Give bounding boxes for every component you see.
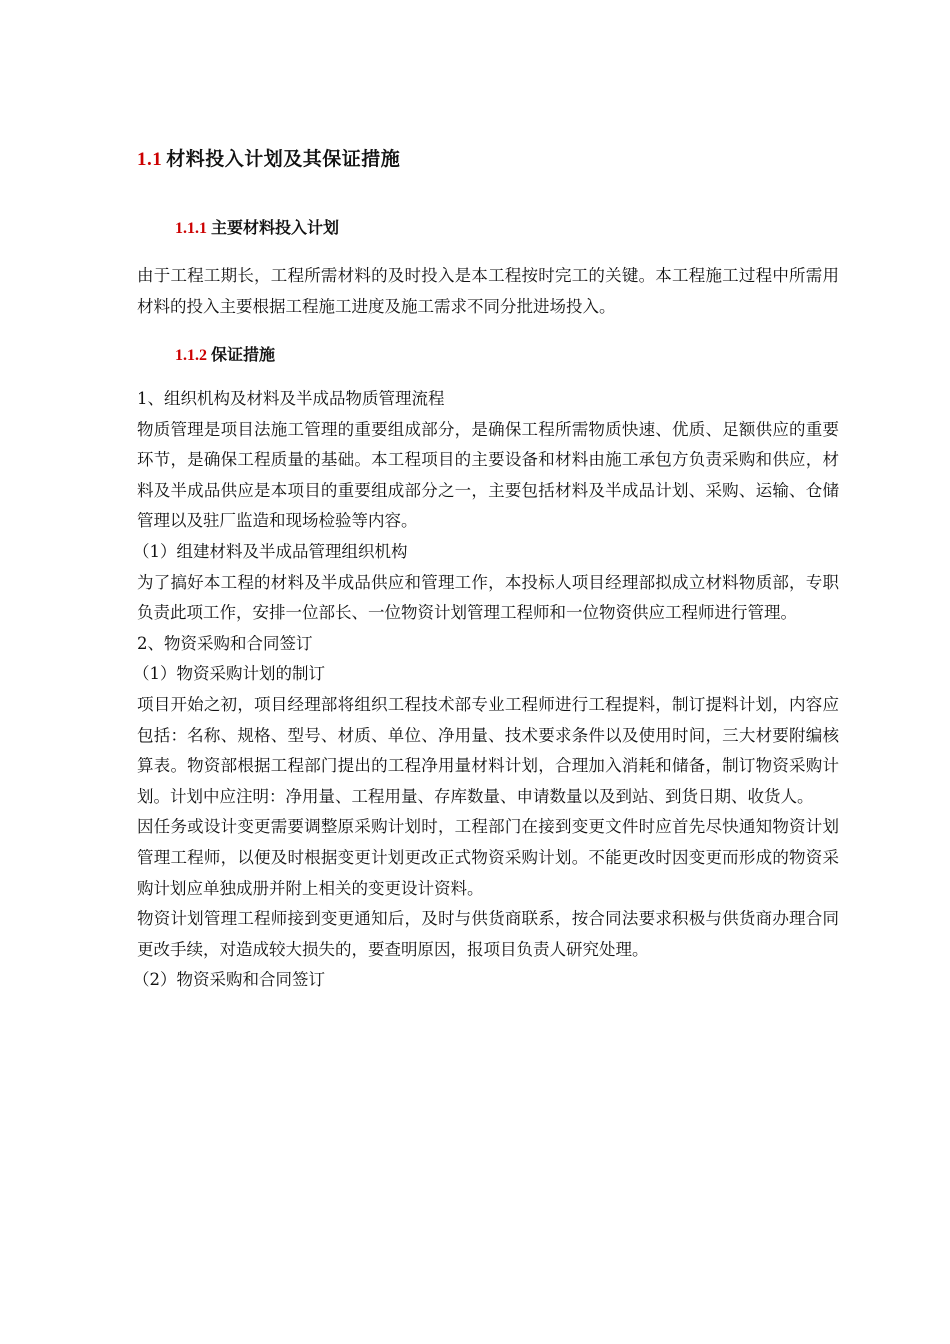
section-heading-1-1 bbox=[137, 144, 400, 171]
paragraph: 由于工程工期长，工程所需材料的及时投入是本工程按时完工的关键。本工程施工过程中所需用材料的投入主要根据工程施工进度及施工需求不同分批进场投入。 bbox=[137, 266, 839, 316]
section-heading-1-1-2 bbox=[175, 342, 275, 365]
section-number: 1.1.2 bbox=[175, 347, 207, 364]
section-heading-1-1-1 bbox=[175, 215, 339, 238]
paragraph: 项目开始之初，项目经理部将组织工程技术部专业工程师进行工程提料，制订提料计划，内容应包括：名称、规格、型号、材质、单位、净用量、技术要求条件以及使用时间，三大材要附编核算表。物资部根据工程部门提出的工程净用量材料计划，合理加入消耗和储备，制订物资采购计划。计划中应注明：净用量、工程用量、存库数量、申请数量以及到站、到货日期、收货人。 bbox=[137, 694, 839, 806]
list-heading: 2、物资采购和合同签订 bbox=[137, 633, 313, 653]
body-block bbox=[133, 384, 839, 996]
paragraph: 为了搞好本工程的材料及半成品供应和管理工作，本投标人项目经理部拟成立材料物质部，专职负责此项工作，安排一位部长、一位物资计划管理工程师和一位物资供应工程师进行管理。 bbox=[137, 572, 839, 623]
section-number: 1.1.1 bbox=[175, 220, 207, 237]
sub-heading: （2）物资采购和合同签订 bbox=[133, 970, 325, 990]
section-title: 材料投入计划及其保证措施 bbox=[166, 148, 401, 170]
list-heading: 1、组织机构及材料及半成品物质管理流程 bbox=[137, 389, 445, 408]
sub-heading: （1）物资采购计划的制订 bbox=[133, 664, 325, 684]
sub-heading: （1）组建材料及半成品管理组织机构 bbox=[133, 541, 408, 561]
section-title: 保证措施 bbox=[211, 345, 276, 364]
intro-block bbox=[137, 261, 839, 322]
paragraph: 物资计划管理工程师接到变更通知后，及时与供货商联系，按合同法要求积极与供货商办理合同更改手续，对造成较大损失的，要查明原因，报项目负责人研究处理。 bbox=[137, 909, 839, 959]
paragraph: 因任务或设计变更需要调整原采购计划时，工程部门在接到变更文件时应首先尽快通知物资计划管理工程师，以便及时根据变更计划更改正式物资采购计划。不能更改时因变更而形成的物资采购计划应单独成册并附上相关的变更设计资料。 bbox=[137, 817, 839, 898]
section-number: 1.1 bbox=[137, 149, 163, 170]
paragraph: 物质管理是项目法施工管理的重要组成部分，是确保工程所需物质快速、优质、足额供应的重要环节，是确保工程质量的基础。本工程项目的主要设备和材料由施工承包方负责采购和供应，材料及半成品供应是本项目的重要组成部分之一，主要包括材料及半成品计划、采购、运输、仓储管理以及驻厂监造和现场检验等内容。 bbox=[137, 419, 839, 531]
section-title: 主要材料投入计划 bbox=[211, 218, 340, 237]
